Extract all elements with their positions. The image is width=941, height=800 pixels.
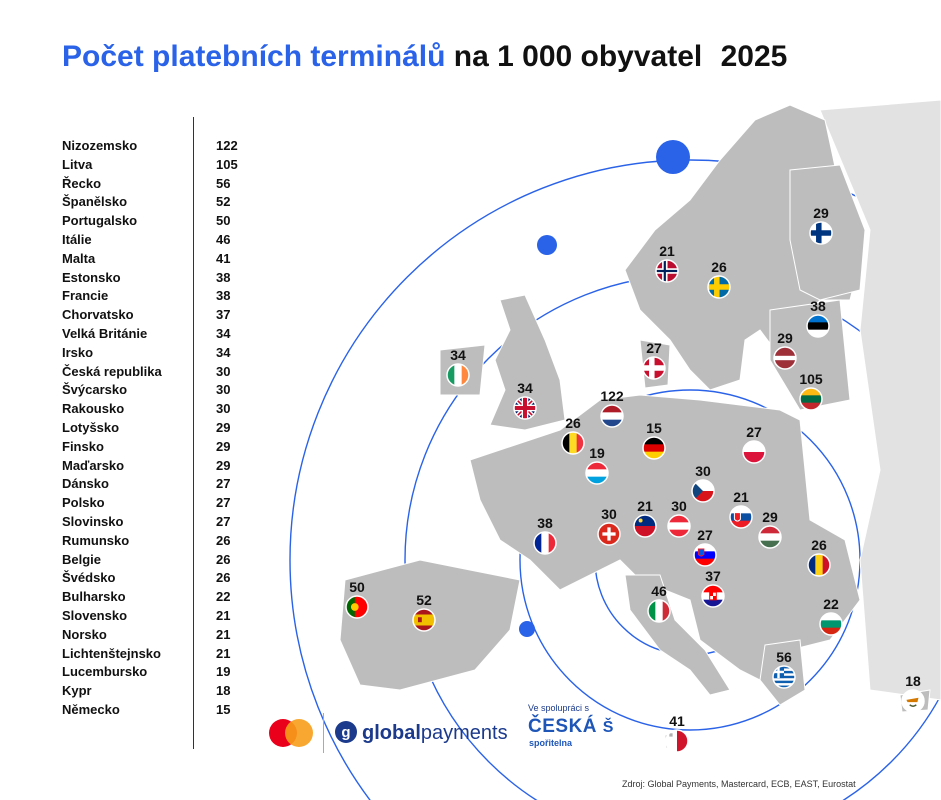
country-value: 29 (216, 457, 231, 473)
map-marker-ch (598, 506, 620, 545)
country-value: 38 (216, 288, 231, 304)
country-value: 50 (216, 213, 231, 229)
marker-value: 52 (416, 592, 432, 608)
country-value: 30 (216, 363, 231, 379)
country-name: Portugalsko (62, 213, 138, 229)
country-value: 56 (216, 175, 231, 191)
table-row (62, 607, 252, 626)
table-row (62, 250, 252, 269)
marker-value: 21 (733, 489, 749, 505)
table-row (62, 569, 252, 588)
table-row (62, 400, 252, 419)
mastercard-logo (266, 713, 336, 753)
marker-value: 122 (600, 388, 624, 404)
map-marker-nl (600, 388, 624, 428)
table-row (62, 193, 252, 212)
map-marker-se (708, 259, 730, 298)
table-row (62, 494, 252, 513)
country-value: 21 (216, 645, 231, 661)
country-value: 26 (216, 570, 231, 586)
table-row (62, 588, 252, 607)
country-name: Estonsko (62, 269, 121, 285)
map-marker-hu (759, 509, 781, 549)
marker-value: 46 (651, 583, 667, 599)
country-name: Lotyšsko (62, 419, 120, 435)
country-name: Česká republika (62, 363, 162, 379)
marker-value: 26 (811, 537, 827, 553)
table-row (62, 682, 252, 701)
globalpayments-icon (334, 720, 358, 744)
country-name: Slovinsko (62, 513, 124, 529)
land-shapes (340, 100, 941, 748)
country-value: 21 (216, 626, 231, 642)
map-marker-fi (810, 205, 832, 244)
table-row (62, 645, 252, 664)
map-marker-cy (902, 673, 924, 712)
marker-value: 34 (450, 347, 466, 363)
map-marker-no (656, 243, 678, 282)
country-name: Polsko (62, 495, 105, 511)
country-name: Řecko (62, 175, 102, 191)
marker-value: 15 (646, 420, 662, 436)
country-name: Litva (62, 156, 93, 172)
marker-value: 27 (746, 424, 762, 440)
table-row (62, 306, 252, 325)
decor-dot-small (519, 621, 535, 637)
table-row (62, 626, 252, 645)
table-row (62, 175, 252, 194)
marker-value: 37 (705, 568, 721, 584)
source-note: Zdroj: Global Payments, Mastercard, ECB, EAST, Eurostat (622, 779, 856, 789)
country-value: 34 (216, 325, 231, 341)
marker-value: 29 (777, 330, 793, 346)
cooperation-label: Ve spolupráci s (528, 703, 590, 713)
title-highlight: Počet platebních terminálů (62, 40, 446, 73)
table-row (62, 475, 252, 494)
table-row (62, 551, 252, 570)
country-value: 27 (216, 476, 231, 492)
table-row (62, 137, 252, 156)
country-name: Finsko (62, 438, 104, 454)
country-name: Malta (62, 250, 96, 266)
table-row (62, 513, 252, 532)
table-row (62, 212, 252, 231)
table-row (62, 457, 252, 476)
country-name: Itálie (62, 231, 92, 247)
map-marker-sk (730, 489, 752, 529)
country-table (62, 137, 252, 720)
marker-value: 30 (601, 506, 617, 522)
marker-value: 30 (671, 498, 687, 514)
marker-value: 38 (810, 298, 826, 314)
map-marker-lu (586, 445, 608, 485)
country-value: 46 (216, 231, 231, 247)
marker-value: 21 (659, 243, 675, 259)
country-value: 18 (216, 683, 231, 699)
marker-value: 26 (565, 415, 581, 431)
table-divider (193, 117, 194, 749)
country-value: 15 (216, 701, 231, 717)
map-marker-hr (702, 568, 724, 608)
marker-value: 27 (646, 340, 662, 356)
map-marker-pt (346, 579, 368, 618)
country-name: Nizozemsko (62, 138, 138, 153)
decor-dot-large (656, 140, 690, 174)
map-marker-mt (666, 713, 689, 752)
map-marker-lv (774, 330, 796, 370)
country-value: 37 (216, 307, 231, 323)
country-name: Lichtenštejnsko (62, 645, 161, 661)
globalpayments-wordmark: globalpayments (362, 722, 508, 744)
title-year: 2025 (720, 40, 788, 73)
map-marker-li (634, 498, 656, 538)
country-value: 30 (216, 382, 231, 398)
country-value: 38 (216, 269, 231, 285)
country-value: 22 (216, 589, 231, 605)
table-row (62, 287, 252, 306)
map-marker-ee (807, 298, 829, 338)
map-marker-si (694, 527, 716, 567)
table-row (62, 325, 252, 344)
country-name: Velká Británie (62, 325, 148, 341)
sporitelna-label: spořitelna (529, 738, 573, 748)
marker-value: 105 (799, 371, 823, 387)
map-marker-lt (799, 371, 823, 411)
map-marker-gr (773, 649, 795, 689)
country-name: Dánsko (62, 476, 109, 492)
country-value: 19 (216, 664, 231, 680)
ceska-sporitelna-logo: ČESKÁ Š (528, 716, 614, 737)
marker-value: 38 (537, 515, 553, 531)
country-name: Lucembursko (62, 664, 148, 680)
country-value: 105 (216, 156, 238, 172)
title-rest: na 1 000 obyvatel (453, 40, 703, 73)
country-value: 34 (216, 344, 231, 360)
country-name: Španělsko (62, 194, 128, 210)
country-name: Rumunsko (62, 532, 130, 548)
country-value: 27 (216, 495, 231, 511)
country-value: 29 (216, 419, 231, 435)
table-row (62, 419, 252, 438)
marker-value: 26 (711, 259, 727, 275)
country-name: Norsko (62, 626, 107, 642)
country-name: Belgie (62, 551, 102, 567)
country-value: 26 (216, 532, 231, 548)
country-value: 29 (216, 438, 231, 454)
country-name: Slovensko (62, 607, 128, 623)
map-marker-gb (514, 380, 536, 419)
table-row (62, 156, 252, 175)
country-value: 21 (216, 607, 231, 623)
marker-value: 56 (776, 649, 792, 665)
country-value: 26 (216, 551, 231, 567)
marker-value: 41 (669, 713, 685, 729)
table-row (62, 269, 252, 288)
country-name: Francie (62, 288, 109, 304)
map-marker-cz (692, 463, 714, 503)
table-row (62, 701, 252, 720)
table-row (62, 663, 252, 682)
map-marker-dk (643, 340, 665, 379)
country-name: Bulharsko (62, 589, 126, 605)
map-marker-pl (743, 424, 765, 464)
marker-value: 30 (695, 463, 711, 479)
country-name: Německo (62, 701, 120, 717)
country-value: 30 (216, 401, 231, 417)
table-row (62, 532, 252, 551)
country-name: Irsko (62, 344, 94, 360)
country-name: Švýcarsko (62, 382, 128, 398)
table-row (62, 231, 252, 250)
marker-value: 29 (762, 509, 778, 525)
marker-value: 50 (349, 579, 365, 595)
marker-value: 21 (637, 498, 653, 514)
country-name: Maďarsko (62, 457, 125, 473)
table-row (62, 363, 252, 382)
table-row (62, 438, 252, 457)
map-marker-es (413, 592, 435, 632)
marker-value: 22 (823, 596, 839, 612)
svg-text:g: g (341, 724, 351, 741)
country-name: Chorvatsko (62, 307, 134, 323)
country-value: 122 (216, 138, 238, 153)
marker-value: 18 (905, 673, 921, 689)
map-marker-at (668, 498, 690, 538)
table-row (62, 381, 252, 400)
map-marker-de (643, 420, 665, 460)
country-value: 52 (216, 194, 231, 210)
country-value: 41 (216, 250, 231, 266)
country-name: Švédsko (62, 570, 116, 586)
country-name: Rakousko (62, 401, 125, 417)
country-name: Kypr (62, 683, 92, 699)
map-marker-bg (820, 596, 842, 636)
country-value: 27 (216, 513, 231, 529)
table-row (62, 344, 252, 363)
decor-dot-medium (537, 235, 557, 255)
marker-value: 19 (589, 445, 605, 461)
marker-value: 29 (813, 205, 829, 221)
marker-value: 34 (517, 380, 533, 396)
marker-value: 27 (697, 527, 713, 543)
